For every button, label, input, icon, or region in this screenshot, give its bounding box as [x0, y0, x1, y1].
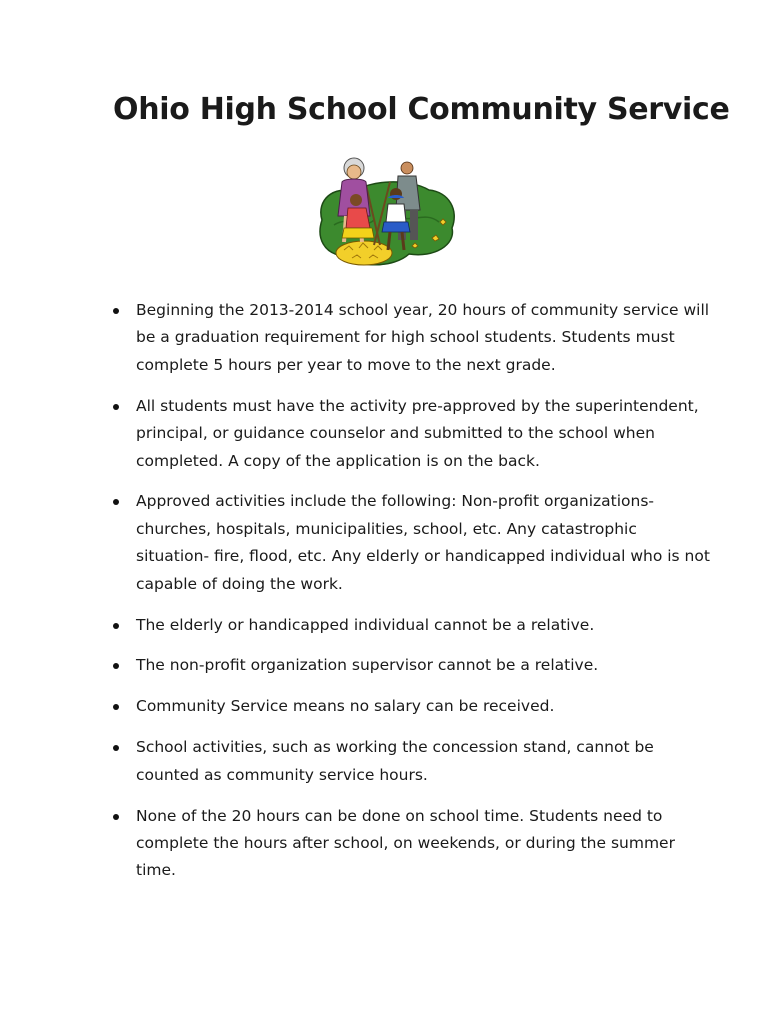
bullet-icon: [113, 704, 119, 710]
bullet-icon: [113, 308, 119, 314]
list-item: [110, 734, 710, 789]
list-item: [110, 652, 710, 679]
rules-list: [110, 297, 710, 898]
list-item: [110, 393, 710, 475]
list-item-text: Approved activities include the following: Non-profit organizations- churches, hospitals, municipalities, school, etc. Any catastrophic situation- fire, flood, etc. Any elderly or handicapped individual who is not capable of doing the work.: [136, 492, 710, 593]
page-title: Ohio High School Community Service: [113, 92, 730, 127]
list-item-text: None of the 20 hours can be done on school time. Students need to complete the hours after school, on weekends, or during the summer time.: [136, 806, 675, 880]
list-item: [110, 612, 710, 639]
bullet-icon: [113, 745, 119, 751]
list-item: [110, 488, 710, 598]
list-item-text: The elderly or handicapped individual cannot be a relative.: [136, 615, 595, 634]
list-item-text: Community Service means no salary can be received.: [136, 697, 555, 716]
list-item: [110, 693, 710, 720]
bullet-icon: [113, 404, 119, 410]
bullet-icon: [113, 663, 119, 669]
bullet-icon: [113, 499, 119, 505]
list-item-text: All students must have the activity pre-approved by the superintendent, principal, or guidance counselor and submitted to the school when completed. A copy of the application is on the back.: [136, 396, 699, 470]
list-item-text: School activities, such as working the concession stand, cannot be counted as community service hours.: [136, 738, 654, 784]
list-item-text: Beginning the 2013-2014 school year, 20 hours of community service will be a graduation requirement for high school students. Students must complete 5 hours per year to move to the next grade.: [136, 301, 710, 374]
list-item: [110, 297, 710, 379]
list-item-text: The non-profit organization supervisor cannot be a relative.: [136, 656, 599, 675]
list-item: [110, 803, 710, 885]
community-service-clipart: [314, 150, 459, 275]
bullet-icon: [113, 814, 119, 820]
bullet-icon: [113, 623, 119, 629]
